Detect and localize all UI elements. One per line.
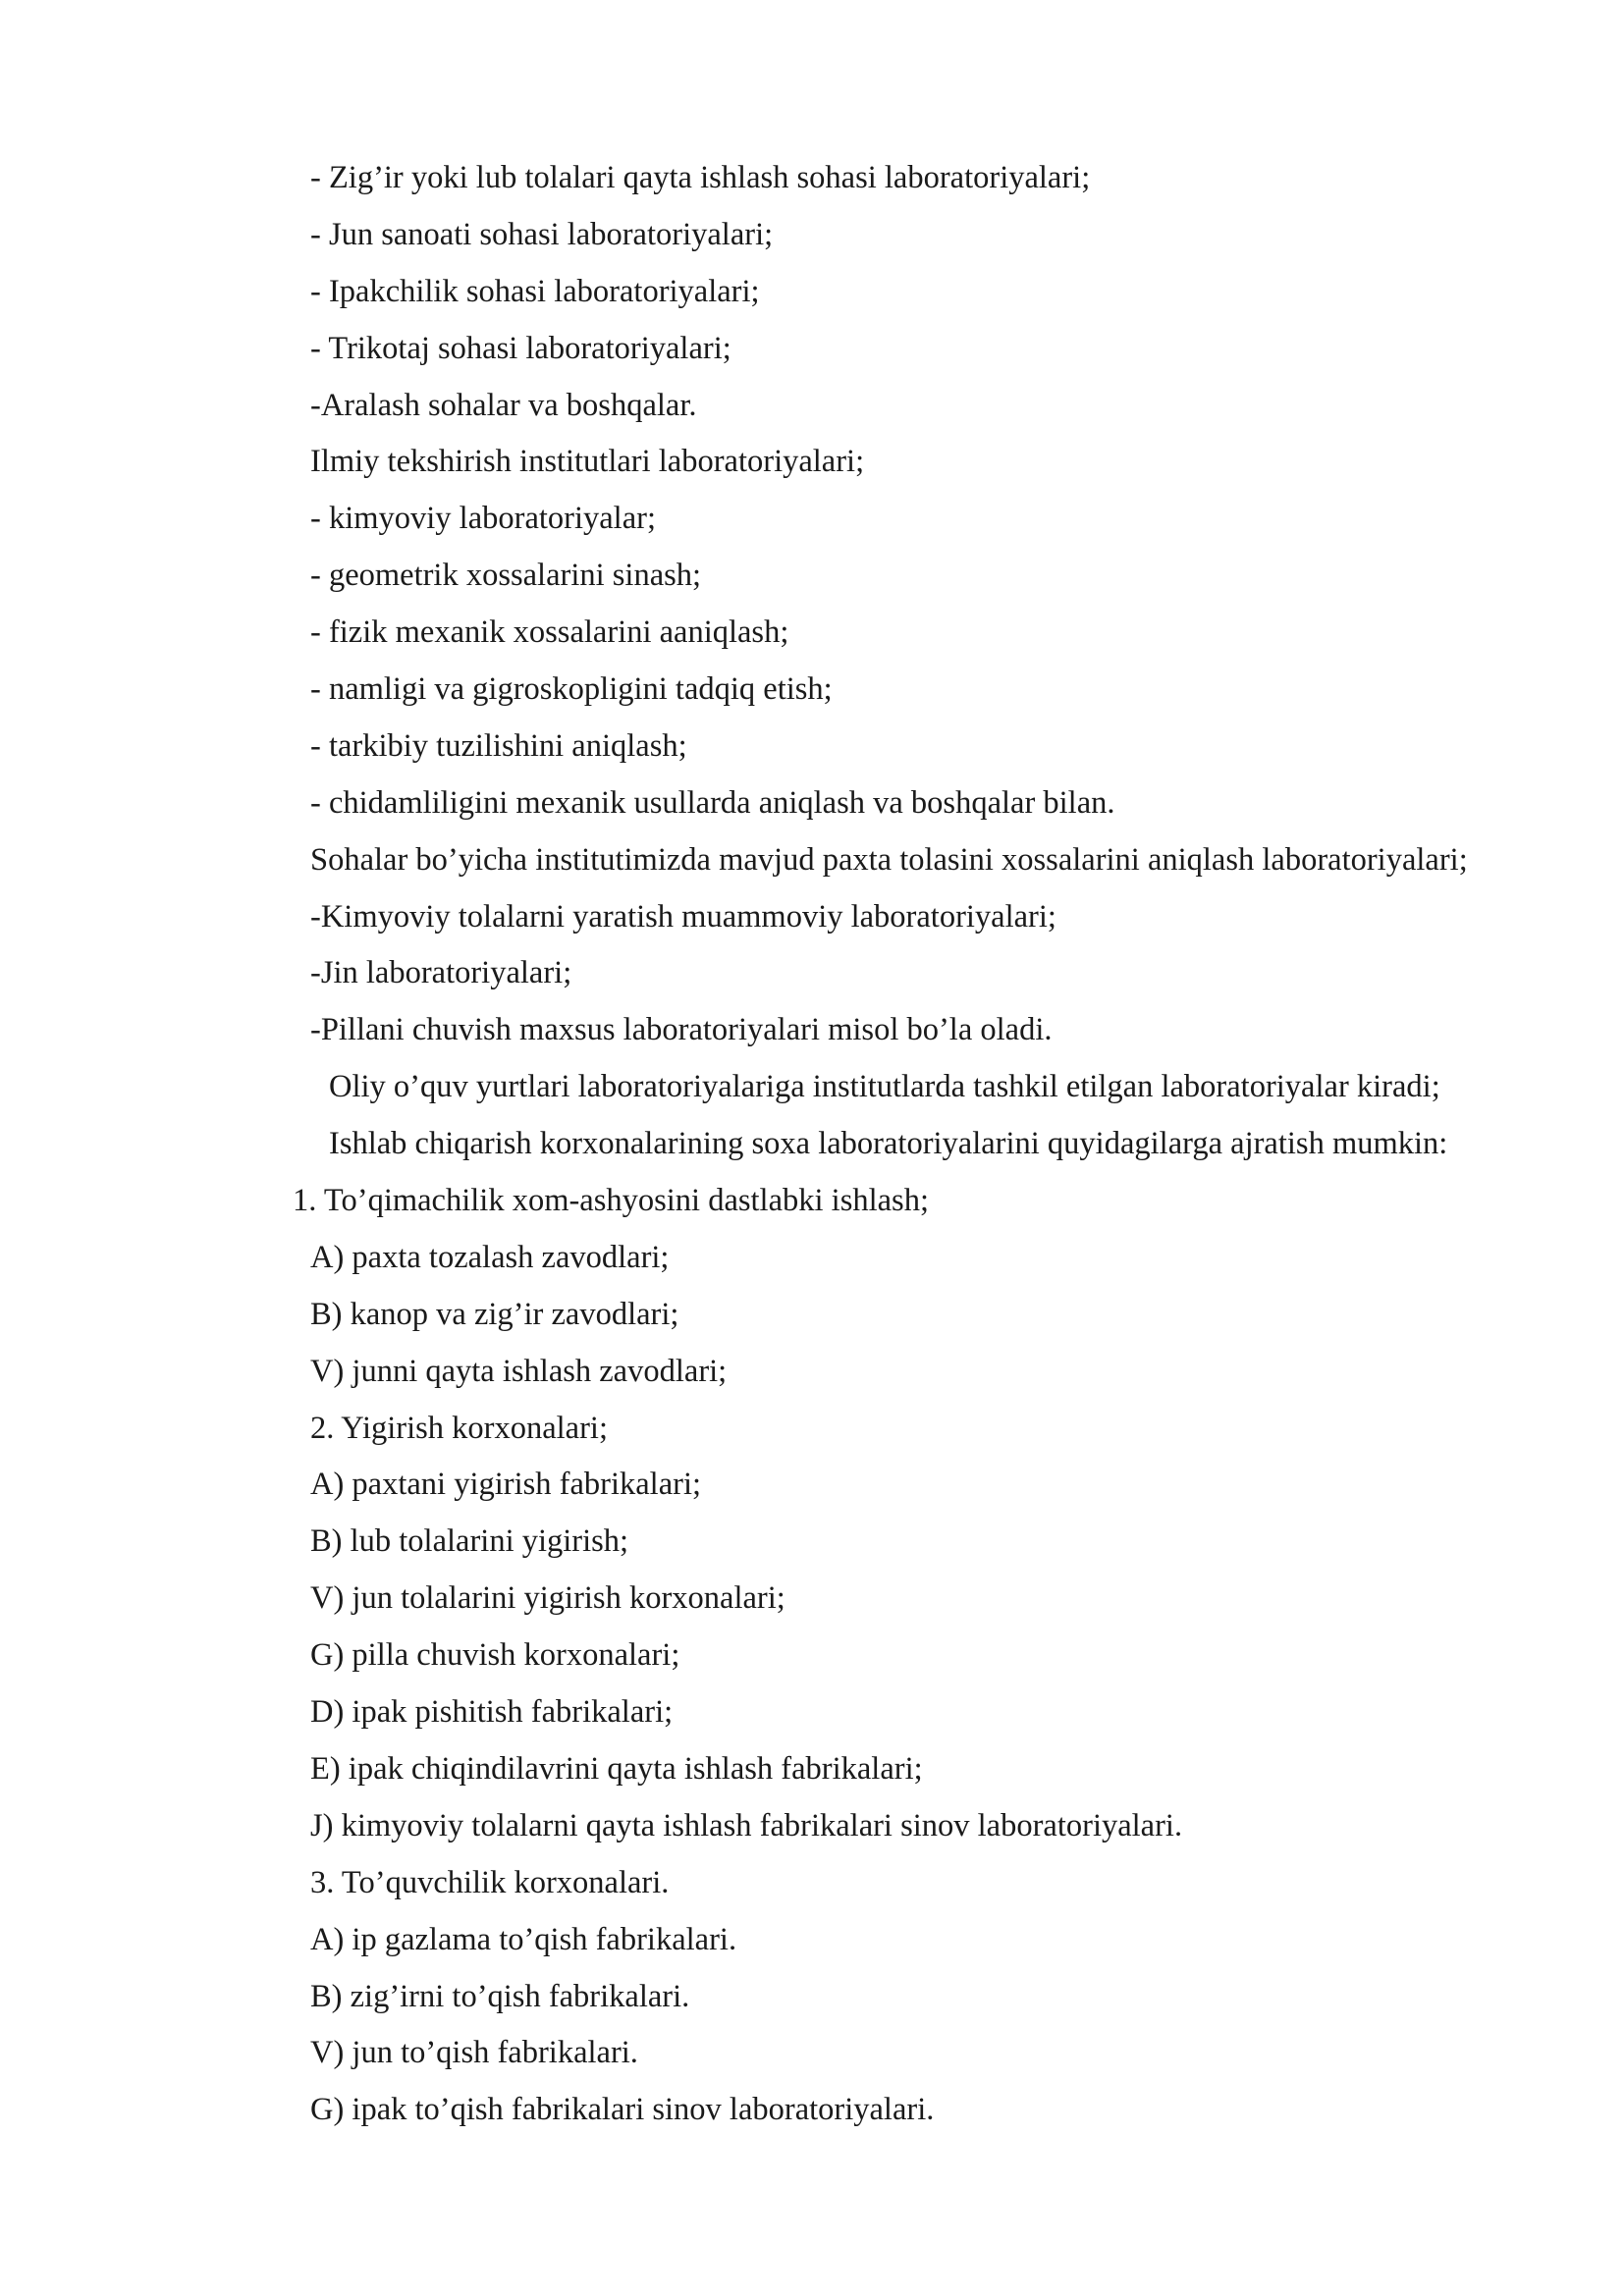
text-line: - Zig’ir yoki lub tolalari qayta ishlash sohasi laboratoriyalari; xyxy=(310,160,1091,195)
list-item-line: J) kimyoviy tolalarni qayta ishlash fabrikalari sinov laboratoriyalari. xyxy=(310,1807,1183,1843)
list-item-line: G) ipak to’qish fabrikalari sinov laboratoriyalari. xyxy=(310,2092,935,2128)
text-line: -Jin laboratoriyalari; xyxy=(310,955,572,991)
text-line: - Ipakchilik sohasi laboratoriyalari; xyxy=(310,273,760,309)
paragraph-line: Oliy o’quv yurtlari laboratoriyalariga institutlarda tashkil etilgan laboratoriyalar kiradi; xyxy=(329,1069,1440,1105)
list-item-line: V) jun tolalarini yigirish korxonalari; xyxy=(310,1580,785,1617)
numbered-item-line: 1. To’qimachilik xom-ashyosini dastlabki ishlash; xyxy=(293,1183,929,1219)
list-item-line: V) jun to’qish fabrikalari. xyxy=(310,2035,638,2071)
list-item-line: B) lub tolalarini yigirish; xyxy=(310,1523,629,1560)
list-item-line: V) junni qayta ishlash zavodlari; xyxy=(310,1353,728,1389)
text-line: - kimyoviy laboratoriyalar; xyxy=(310,501,656,537)
list-item-line: E) ipak chiqindilavrini qayta ishlash fabrikalari; xyxy=(310,1750,923,1787)
text-line: - Trikotaj sohasi laboratoriyalari; xyxy=(310,330,731,366)
text-line: - geometrik xossalarini sinash; xyxy=(310,558,702,594)
list-item-line: B) zig’irni to’qish fabrikalari. xyxy=(310,1978,690,2014)
text-line: - namligi va gigroskopligini tadqiq etish; xyxy=(310,671,833,708)
paragraph-line: Ishlab chiqarish korxonalarining soxa laboratoriyalarini quyidagilarga ajratish mumkin: xyxy=(329,1126,1448,1162)
list-item-line: B) kanop va zig’ir zavodlari; xyxy=(310,1296,679,1332)
section-heading-line: Ilmiy tekshirish institutlari laboratoriyalari; xyxy=(310,444,865,480)
list-item-line: D) ipak pishitish fabrikalari; xyxy=(310,1694,674,1731)
numbered-item-line: 3. To’quvchilik korxonalari. xyxy=(310,1864,670,1900)
document-body xyxy=(293,150,1567,2139)
section-heading-line: Sohalar bo’yicha institutimizda mavjud paxta tolasini xossalarini aniqlash laboratoriyalari; xyxy=(310,841,1468,878)
text-line: -Kimyoviy tolalarni yaratish muammoviy laboratoriyalari; xyxy=(310,898,1056,934)
text-line: - chidamliligini mexanik usullarda aniqlash va boshqalar bilan. xyxy=(310,784,1115,821)
text-line: - fizik mexanik xossalarini aaniqlash; xyxy=(310,614,789,651)
list-item-line: A) ip gazlama to’qish fabrikalari. xyxy=(310,1921,737,1957)
text-line: -Pillani chuvish maxsus laboratoriyalari misol bo’la oladi. xyxy=(310,1012,1053,1048)
list-item-line: A) paxta tozalash zavodlari; xyxy=(310,1239,670,1275)
text-line: - Jun sanoati sohasi laboratoriyalari; xyxy=(310,216,774,252)
text-line: - tarkibiy tuzilishini aniqlash; xyxy=(310,727,687,764)
list-item-line: G) pilla chuvish korxonalari; xyxy=(310,1637,680,1674)
list-item-line: A) paxtani yigirish fabrikalari; xyxy=(310,1467,701,1503)
text-line: -Aralash sohalar va boshqalar. xyxy=(310,387,697,423)
numbered-item-line: 2. Yigirish korxonalari; xyxy=(310,1410,608,1446)
